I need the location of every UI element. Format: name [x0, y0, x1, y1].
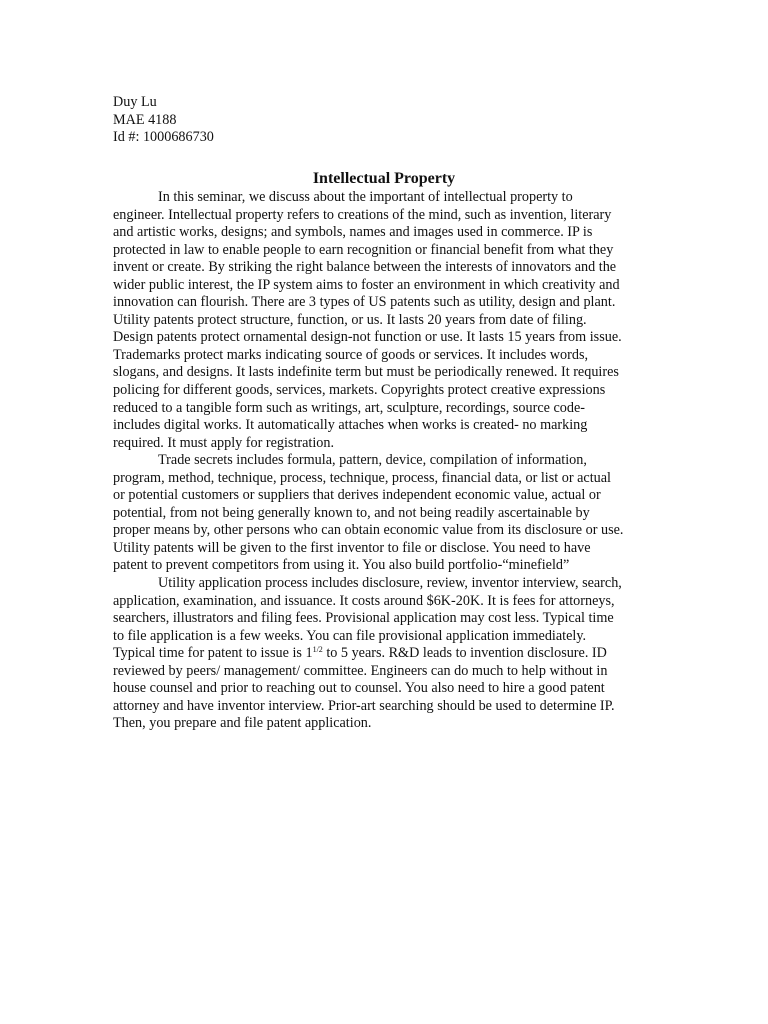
- text-line: Then, you prepare and file patent application.: [113, 715, 372, 732]
- text-line-with-superscript: [113, 645, 673, 663]
- text-line: program, method, technique, process, technique, process, financial data, or list or actual: [113, 469, 611, 486]
- text-line: reviewed by peers/ management/ committee. Engineers can do much to help without in: [113, 662, 608, 679]
- text-fragment: to 5 years. R&D leads to invention disclosure. ID: [322, 645, 607, 662]
- text-line: Design patents protect ornamental design-not function or use. It lasts 15 years from issue.: [113, 329, 622, 346]
- text-line: potential, from not being generally known to, and not being readily ascertainable by: [113, 504, 590, 521]
- text-line: proper means by, other persons who can obtain economic value from its disclosure or use.: [113, 522, 624, 539]
- text-line: searchers, illustrators and filing fees. Provisional application may cost less. Typical time: [113, 610, 614, 627]
- text-line: invent or create. By striking the right balance between the interests of innovators and the: [113, 259, 617, 276]
- text-line: Utility application process includes disclosure, review, inventor interview, search,: [158, 575, 622, 592]
- text-line: innovation can flourish. There are 3 types of US patents such as utility, design and plant.: [113, 294, 616, 311]
- text-line: or potential customers or suppliers that derives independent economic value, actual or: [113, 487, 601, 504]
- superscript-fraction: 1/2: [312, 645, 323, 655]
- essay-body: [113, 189, 673, 733]
- text-line: engineer. Intellectual property refers to creations of the mind, such as invention, literary: [113, 206, 612, 223]
- text-line: slogans, and designs. It lasts indefinite term but must be periodically renewed. It requires: [113, 364, 619, 381]
- text-line: Utility patents protect structure, function, or us. It lasts 20 years from date of filing.: [113, 311, 587, 328]
- author-name: Duy Lu: [113, 94, 157, 110]
- text-fragment: Typical time for patent to issue is 1: [113, 645, 313, 662]
- student-id: Id #: 1000686730: [113, 129, 214, 146]
- text-line: policing for different goods, services, markets. Copyrights protect creative expressions: [113, 382, 606, 399]
- document-title: Intellectual Property: [312, 170, 456, 187]
- text-line: to file application is a few weeks. You can file provisional application immediately.: [113, 627, 587, 644]
- text-line: required. It must apply for registration.: [113, 434, 335, 451]
- text-line: protected in law to enable people to earn recognition or financial benefit from what they: [113, 241, 614, 258]
- text-line: house counsel and prior to reaching out to counsel. You also need to hire a good patent: [113, 680, 605, 697]
- text-line: application, examination, and issuance. It costs around $6K-20K. It is fees for attorneys,: [113, 592, 615, 609]
- text-line: attorney and have inventor interview. Prior-art searching should be used to determine IP.: [113, 697, 615, 714]
- course-code: MAE 4188: [113, 111, 177, 128]
- text-line: and artistic works, designs; and symbols, names and images used in commerce. IP is: [113, 224, 593, 241]
- text-line: Utility patents will be given to the first inventor to file or disclose. You need to have: [113, 539, 591, 556]
- text-line: wider public interest, the IP system aims to foster an environment in which creativity and: [113, 276, 620, 293]
- document-header: [113, 94, 214, 147]
- text-line: reduced to a tangible form such as writings, art, sculpture, recordings, source code-: [113, 399, 585, 416]
- text-line: patent to prevent competitors from using it. You also build portfolio-“minefield”: [113, 557, 570, 574]
- text-line: Trade secrets includes formula, pattern, device, compilation of information,: [158, 452, 587, 469]
- text-line: In this seminar, we discuss about the important of intellectual property to: [158, 189, 573, 205]
- text-line: includes digital works. It automatically attaches when works is created- no marking: [113, 417, 588, 434]
- text-line: Trademarks protect marks indicating source of goods or services. It includes words,: [113, 346, 589, 363]
